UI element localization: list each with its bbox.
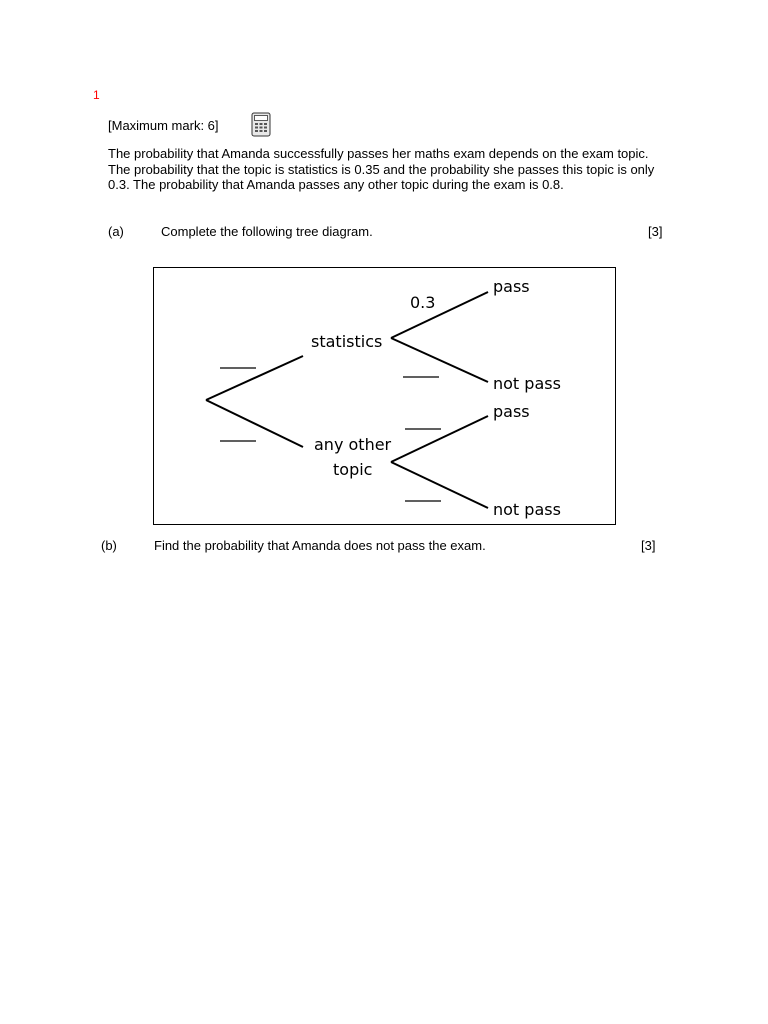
part-a-label: (a) bbox=[108, 224, 124, 239]
part-b-text: Find the probability that Amanda does not pass the exam. bbox=[154, 538, 486, 553]
part-a-marks: [3] bbox=[648, 224, 663, 239]
outcome-pass-2: pass bbox=[493, 402, 530, 421]
node-any-other-line2: topic bbox=[333, 460, 373, 479]
outcome-not-pass-1: not pass bbox=[493, 374, 561, 393]
branch-stat-pass bbox=[391, 292, 488, 338]
part-b-marks: [3] bbox=[641, 538, 656, 553]
outcome-not-pass-2: not pass bbox=[493, 500, 561, 519]
part-a-text: Complete the following tree diagram. bbox=[161, 224, 373, 239]
prob-stat-pass: 0.3 bbox=[410, 293, 436, 312]
question-intro: The probability that Amanda successfully passes her maths exam depends on the exam topic. The probability that the topic is statistics is 0.35 and the probability she passes this topic is only 0.3. The probability that Amanda passes any other topic during the exam is 0.8. bbox=[108, 146, 655, 192]
question-number: 1 bbox=[93, 88, 100, 102]
branch-root-statistics bbox=[206, 356, 303, 400]
max-mark: [Maximum mark: 6] bbox=[108, 118, 219, 133]
part-b-label: (b) bbox=[101, 538, 117, 553]
outcome-pass-1: pass bbox=[493, 277, 530, 296]
tree-diagram bbox=[153, 267, 616, 525]
branch-other-pass bbox=[391, 416, 488, 462]
node-statistics: statistics bbox=[311, 332, 383, 351]
branch-root-other bbox=[206, 400, 303, 447]
calculator-icon bbox=[251, 112, 271, 137]
branch-stat-notpass bbox=[391, 338, 488, 382]
node-any-other-line1: any other bbox=[314, 435, 392, 454]
